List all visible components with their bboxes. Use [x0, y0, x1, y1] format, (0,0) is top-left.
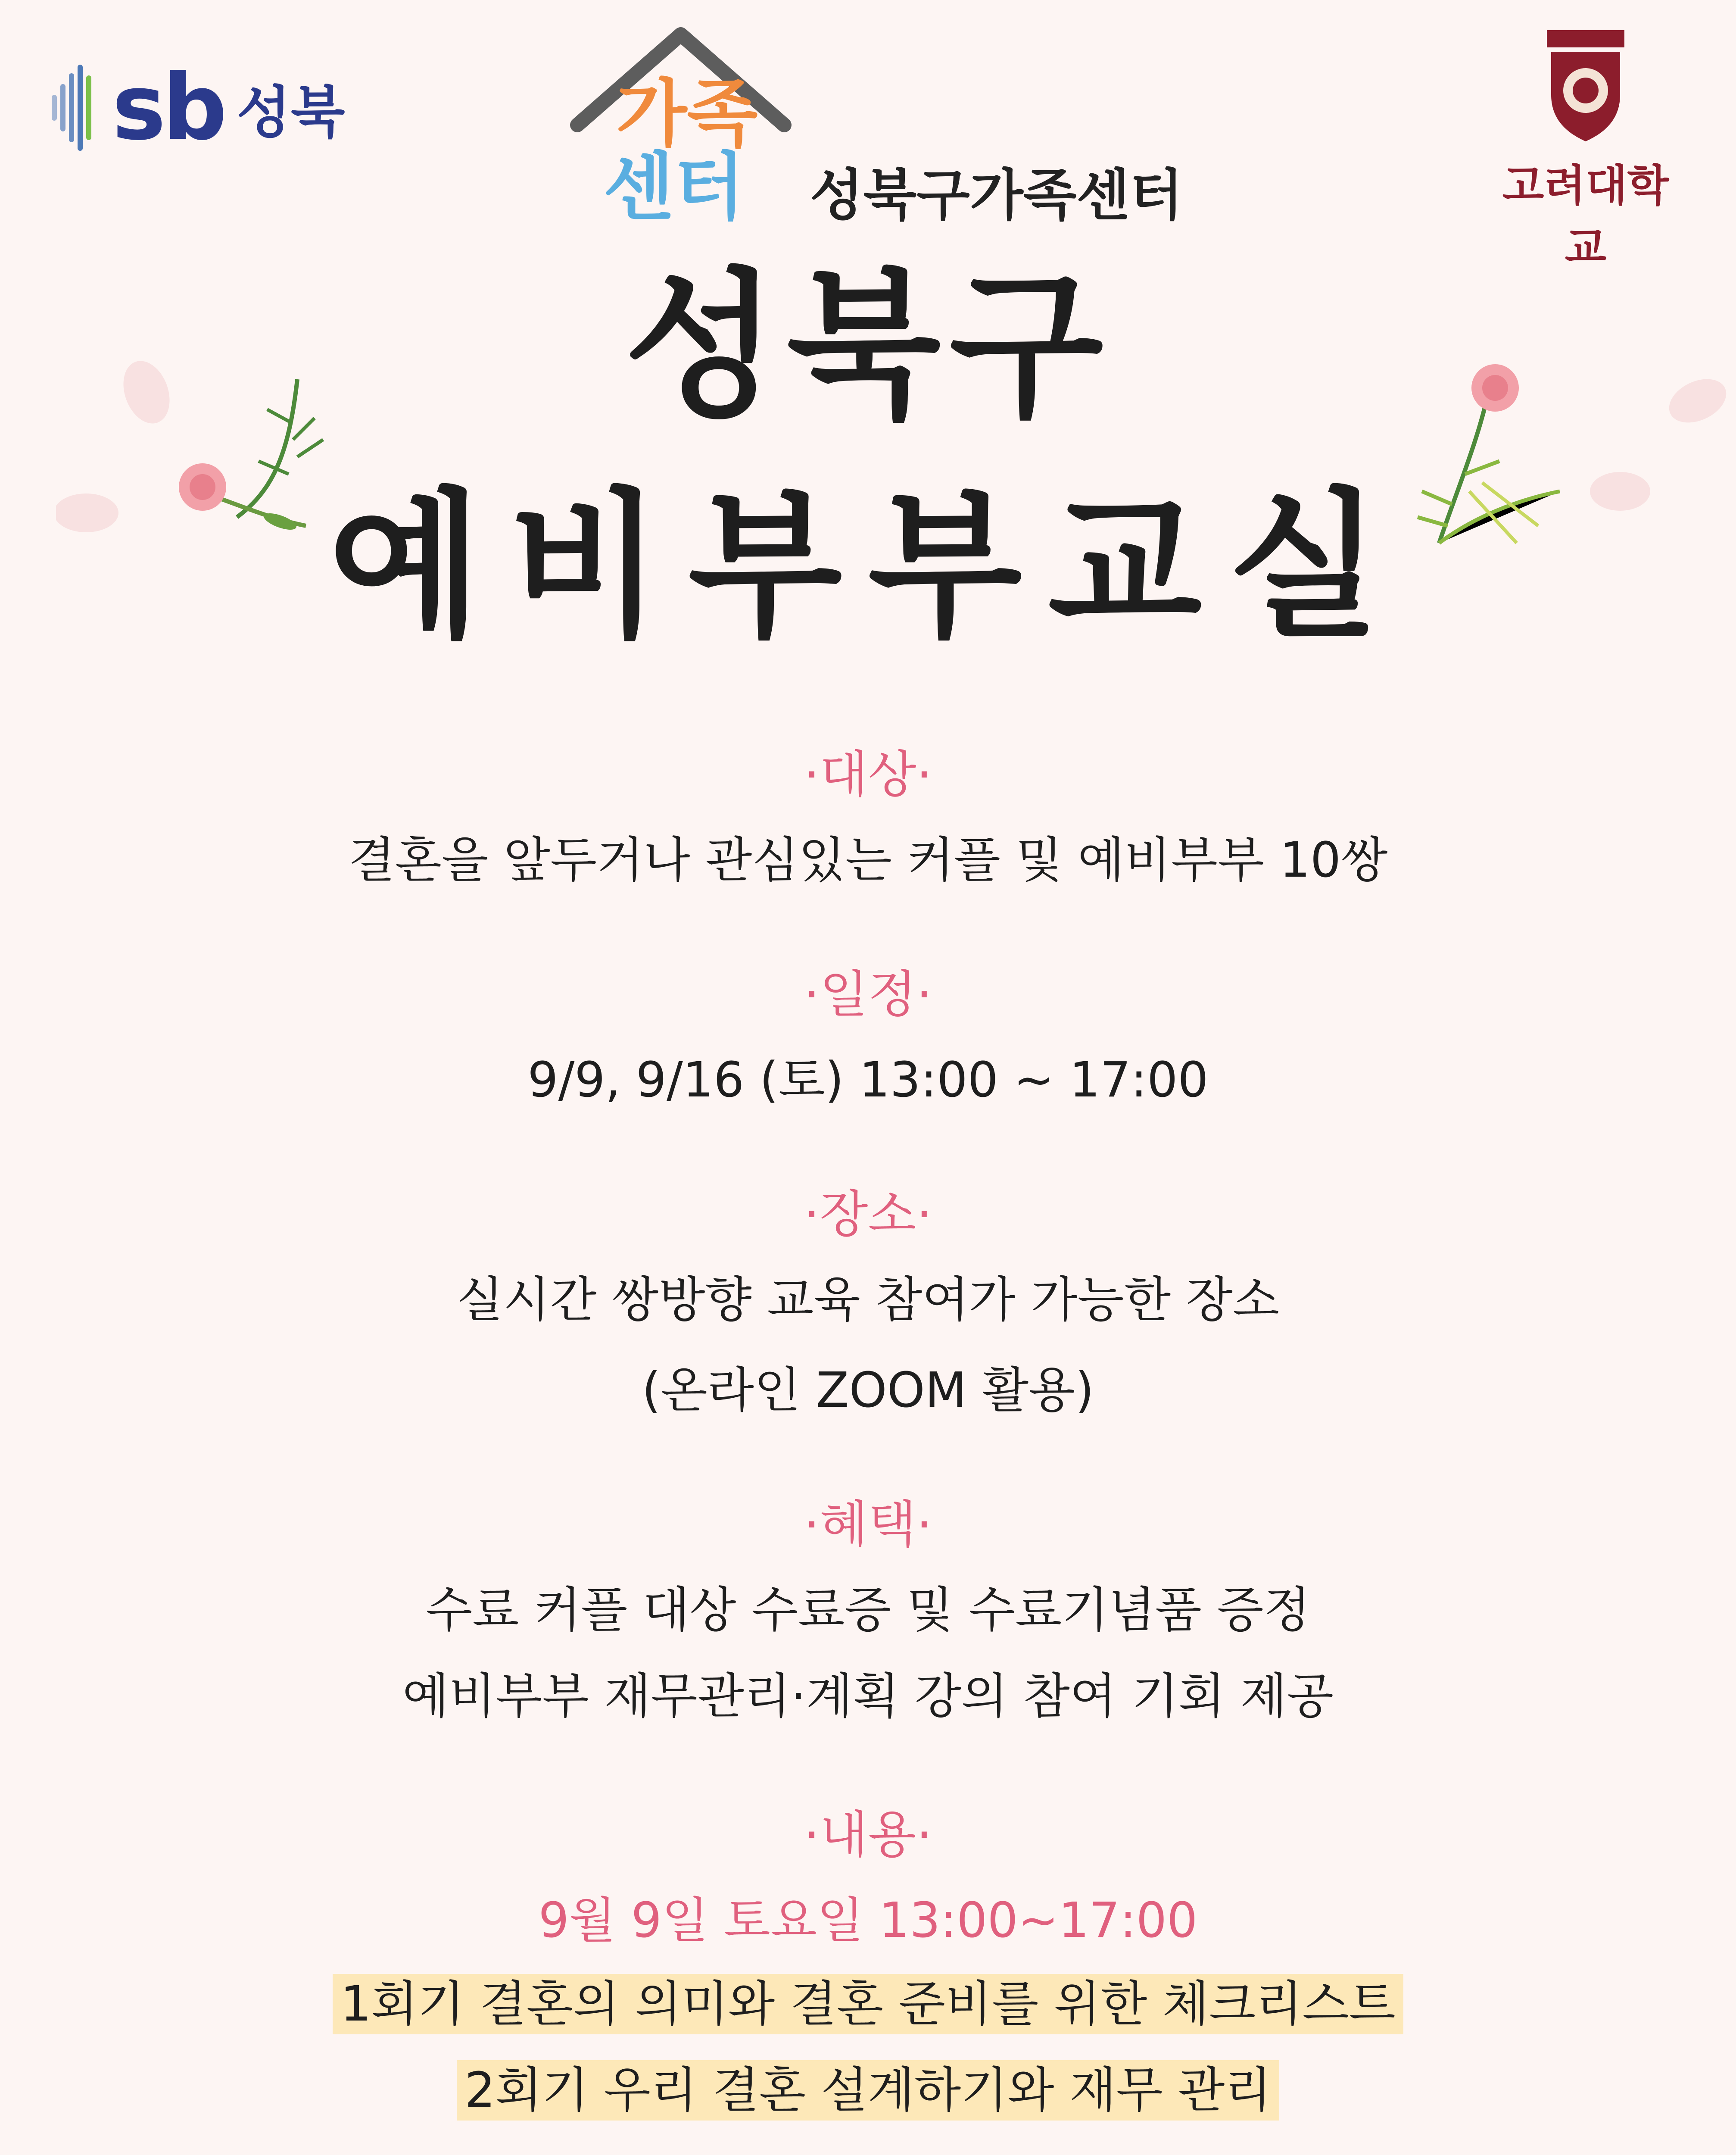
korea-university-crest-icon: [1543, 30, 1629, 142]
session-2: 2회기 우리 결혼 설계하기와 재무 관리: [457, 2060, 1279, 2121]
sb-seongbuk-logo: [47, 56, 345, 159]
korea-university-name: 고려대학교: [1502, 160, 1669, 273]
place-line-2: (온라인 ZOOM 활용): [642, 1362, 1094, 1418]
place-heading: ·장소·: [804, 1185, 932, 1243]
family-center-name: 성북구가족센터: [810, 163, 1183, 228]
benefits-line-2: 예비부부 재무관리·계획 강의 참여 기회 제공: [402, 1668, 1334, 1724]
benefits-line-1: 수료 커플 대상 수료증 및 수료기념품 증정: [426, 1582, 1310, 1638]
family-center-mark-line2: 센터: [603, 145, 745, 230]
sb-logo-mark-icon: [47, 60, 99, 155]
family-center-mark-line1: 가족: [616, 72, 758, 157]
page-title-line2: 예비부부교실: [328, 474, 1408, 659]
schedule-heading: ·일정·: [804, 965, 932, 1024]
korea-university-logo: [1482, 30, 1689, 273]
day1-date: 9월 9일 토요일 13:00~17:00: [538, 1893, 1198, 1949]
target-heading: ·대상·: [804, 746, 932, 804]
family-center-logo: [569, 26, 1215, 250]
target-line: 결혼을 앞두거나 관심있는 커플 및 예비부부 10쌍: [348, 832, 1388, 888]
page-title-line1: 성북구: [624, 254, 1112, 440]
sb-logo-mark: sb: [112, 55, 224, 160]
place-line-1: 실시간 쌍방향 교육 참여가 가능한 장소: [456, 1272, 1280, 1328]
schedule-line: 9/9, 9/16 (토) 13:00 ~ 17:00: [527, 1052, 1209, 1108]
benefits-heading: ·혜택·: [804, 1496, 932, 1554]
sb-logo-text: 성북: [237, 79, 345, 145]
session-1: 1회기 결혼의 의미와 결혼 준비를 위한 체크리스트: [333, 1974, 1403, 2034]
content-heading: ·내용·: [804, 1806, 932, 1864]
